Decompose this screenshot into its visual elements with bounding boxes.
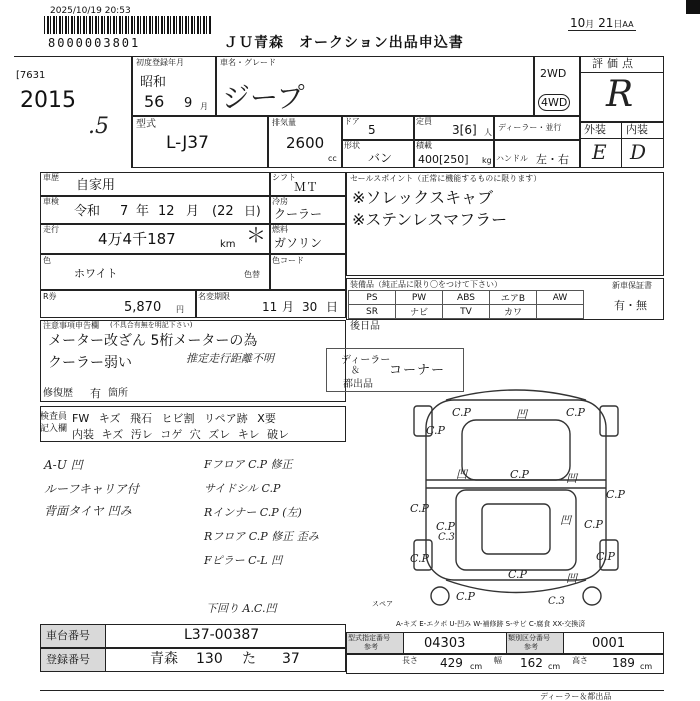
registration-label: 初度登録年月: [136, 58, 184, 67]
damage-mark: C.3: [548, 596, 565, 607]
damage-mark: C.P: [426, 424, 445, 437]
interior-row-label: 内装: [72, 428, 94, 441]
interior-item: キズ: [101, 428, 124, 441]
inspection-month: 12: [158, 204, 175, 219]
damage-mark: C.P: [584, 518, 603, 531]
fuel: ガソリン: [274, 236, 323, 250]
mileage: 4万4千187: [98, 230, 176, 248]
length-label: 長さ: [402, 656, 418, 665]
sales-point-2: ※ステンレスマフラー: [352, 210, 508, 229]
damage-mark: C.P: [456, 590, 475, 603]
damage-mark: C.P: [606, 488, 625, 501]
damage-mark: C.P: [596, 550, 615, 563]
inspection-day-unit: 日): [244, 204, 261, 218]
dealer-label: ディーラー・並行: [498, 123, 562, 132]
displacement-unit: cc: [328, 154, 337, 163]
registration-era: 昭和: [140, 75, 167, 90]
mileage-label: 走行: [43, 225, 59, 234]
note-handwritten: 推定走行距離不明: [186, 352, 274, 365]
capacity-unit: 人: [484, 128, 492, 137]
equipment-item: ABS: [443, 291, 490, 305]
color: ホワイト: [74, 267, 118, 280]
equipment-item: [537, 305, 584, 319]
inspector-label-2: 記入欄: [40, 424, 68, 434]
recycle-amount: 5,870: [124, 300, 162, 315]
reg-label: 登録番号: [46, 653, 90, 666]
registration-month-unit: 月: [200, 102, 208, 111]
width-label: 幅: [494, 656, 502, 665]
notes-sublabel: (不具合有無を明記下さい): [110, 321, 193, 329]
inspection-era: 令和: [74, 204, 101, 219]
length-unit: cm: [470, 662, 483, 671]
model-code-label: 型式指定番号: [348, 634, 390, 642]
equipment-label: 装備品（純正品に限り〇をつけて下さい）: [350, 280, 502, 289]
ac: クーラー: [274, 207, 323, 221]
equipment-item: AW: [537, 291, 584, 305]
drive-2wd: 2WD: [540, 67, 567, 80]
interior-item: コゲ: [160, 428, 183, 441]
damage-mark: C.P: [566, 406, 585, 419]
repair: 有: [90, 387, 101, 400]
bottom-text: ディーラー＆都出品: [540, 692, 612, 701]
reg-num: 37: [282, 651, 300, 667]
inspection-day: (22: [212, 204, 234, 219]
divider: [621, 122, 622, 168]
doors-label: ドア: [344, 117, 360, 126]
height-unit: cm: [640, 662, 653, 671]
model-code-ref: 参考: [364, 643, 378, 651]
damage-mark: C.3: [438, 532, 455, 543]
divider: [580, 138, 664, 139]
divider: [580, 72, 664, 73]
damage-mark: C.P: [436, 520, 455, 533]
new-warranty: 有・無: [614, 299, 647, 312]
width-unit: cm: [548, 662, 561, 671]
interior-item: キレ: [237, 428, 260, 441]
height: 189: [612, 656, 635, 670]
handwritten-note: Rインナー C.P (左): [204, 506, 302, 519]
handwritten-note: サイドシル C.P: [204, 482, 281, 495]
damage-mark: C.P: [410, 502, 429, 515]
usage-label: 車歴: [43, 173, 59, 182]
date-day-unit: 日: [613, 20, 623, 30]
repair-label: 修復歴: [43, 388, 73, 399]
sales-points-label: セールスポイント（正常に機能するものに限ります）: [350, 174, 542, 183]
damage-mark: 凹: [566, 572, 577, 585]
vehicle-name: ジープ: [222, 81, 305, 114]
equipment-item: PW: [396, 291, 443, 305]
reg-area: 青森: [150, 651, 178, 667]
stamp-line: ディーラー: [341, 355, 391, 366]
handwritten-note: Rフロア C.P 修正 歪み: [204, 530, 319, 543]
height-label: 高さ: [572, 656, 588, 665]
registration-year: 56: [144, 92, 165, 111]
usage: 自家用: [76, 178, 116, 193]
reg-kana: た: [242, 651, 256, 667]
inspection-year: 7: [120, 204, 129, 219]
note-line-1: メーター改ざん 5桁メーターの為: [48, 333, 258, 349]
model-year: 2015: [20, 88, 76, 113]
inspection-month-unit: 月: [186, 204, 200, 219]
page-title: ＪＵ青森 オークション出品申込書: [224, 35, 464, 51]
equipment-item: SR: [349, 305, 396, 319]
stamp-line: 都出品: [343, 379, 373, 390]
interior-score: D: [630, 140, 647, 164]
type-label: 型式: [136, 119, 156, 130]
note-line-2: クーラー弱い: [48, 355, 132, 371]
interior-item: 汚レ: [130, 428, 153, 441]
ownership-day-unit: 日: [326, 300, 339, 314]
damage-mark: 凹: [560, 514, 571, 527]
repair-suffix: 箇所: [108, 388, 128, 399]
class-code: 0001: [592, 636, 626, 651]
inspector-fw-row: [72, 410, 276, 426]
notes-label: 注意事項申告欄: [43, 321, 99, 330]
date-day: 21: [598, 16, 614, 30]
color-label: 色: [43, 256, 51, 265]
load-unit: kg: [482, 156, 492, 165]
width: 162: [520, 656, 543, 670]
displacement: 2600: [286, 134, 325, 152]
handwritten-note: Fフロア C.P 修正: [204, 458, 293, 471]
fw-item: リペア跡: [204, 412, 248, 425]
handwritten-note: Fピラー C-L 凹: [204, 554, 283, 567]
registration-month: 9: [184, 96, 193, 111]
ac-label: 冷房: [272, 197, 288, 206]
evaluation-label: 評価点: [592, 57, 637, 70]
shift: ＭＴ: [294, 180, 319, 194]
mileage-mark: ＊: [246, 223, 266, 247]
shift-label: シフト: [272, 173, 296, 182]
aftermarket-label: 後日品: [350, 321, 380, 332]
equipment-table: [348, 290, 584, 319]
equipment-item: カワ: [490, 305, 537, 319]
stamp-line: コーナー: [389, 363, 446, 378]
chassis: L37-00387: [184, 627, 260, 643]
drive-4wd: 4WD: [538, 94, 570, 111]
handwritten-note: 下回り A.C.凹: [206, 602, 277, 615]
chassis-label: 車台番号: [46, 629, 90, 642]
interior-item: 破レ: [267, 428, 290, 441]
damage-mark: C.P: [508, 568, 527, 581]
fw-item: X要: [257, 412, 276, 425]
equipment-item: TV: [443, 305, 490, 319]
exterior-score: E: [592, 140, 607, 164]
lot-code: [7631: [16, 70, 46, 81]
damage-mark: C.P: [410, 552, 429, 565]
equipment-item: ナビ: [396, 305, 443, 319]
evaluation-score: R: [606, 74, 634, 115]
inspection-year-unit: 年: [136, 204, 150, 219]
handwritten-note: A-U 凹: [44, 458, 83, 472]
damage-mark: 凹: [566, 472, 577, 485]
vehicle-type: L-J37: [166, 133, 209, 153]
fw-item: ヒビ割: [161, 412, 195, 425]
fuel-label: 燃料: [272, 225, 288, 234]
handwritten-mark: .5: [88, 114, 109, 139]
capacity: 3[6]: [452, 123, 477, 137]
fw-label: FW: [72, 412, 90, 425]
ownership-label: 名変期限: [198, 292, 230, 301]
reg-class: 130: [196, 651, 223, 667]
sales-point-1: ※ソレックスキャブ: [352, 188, 494, 207]
usage-cell: [40, 172, 270, 196]
equipment-item: エアB: [490, 291, 537, 305]
date-month: 10: [570, 16, 586, 30]
inspector-label: 検査員: [40, 412, 68, 422]
corner-marker: [686, 0, 700, 14]
class-code-ref: 参考: [524, 643, 538, 651]
new-warranty-label: 新車保証書: [612, 281, 652, 290]
color-code-label: 色コード: [272, 256, 304, 265]
handle-label: ハンドル: [496, 154, 528, 163]
handle: 左・右: [536, 153, 569, 166]
diagram-legend: A-キズ E-エクボ U-凹み W-補修跡 S-サビ C-腐食 XX-交換済: [396, 620, 586, 628]
interior-item: ズレ: [208, 428, 231, 441]
interior-item: 穴: [189, 428, 201, 441]
capacity-label: 定員: [416, 117, 432, 126]
spare-label: スペア: [372, 600, 393, 608]
mileage-unit: km: [220, 239, 236, 250]
class-code-label: 類別区分番号: [508, 634, 550, 642]
damage-mark: C.P: [510, 468, 529, 481]
body-label: 形状: [344, 141, 360, 150]
handwritten-note: ルーフキャリア付: [44, 482, 139, 496]
damage-mark: C.P: [452, 406, 471, 419]
length: 429: [440, 656, 463, 670]
doc-number: 8000003801: [48, 36, 141, 50]
ownership-month-unit: 月: [282, 300, 295, 314]
model-code: 04303: [424, 636, 466, 651]
ownership-day: 30: [302, 300, 318, 314]
displacement-label: 排気量: [272, 118, 296, 127]
recycle-cell: [40, 290, 196, 318]
fw-item: 飛石: [130, 412, 152, 425]
damage-mark: 凹: [456, 468, 467, 481]
vehicle-name-label: 車名・グレード: [220, 58, 276, 67]
barcode: [44, 16, 212, 34]
recycle-label: R券: [43, 292, 57, 301]
date-suffix: AA: [622, 20, 634, 29]
damage-mark: 凹: [516, 408, 527, 421]
color-change-label: 色替: [244, 270, 260, 279]
date-month-unit: 月: [585, 20, 595, 30]
equipment-item: PS: [349, 291, 396, 305]
stamp-line: ＆: [351, 366, 361, 376]
load: 400[250]: [418, 153, 469, 166]
ownership-month: 11: [262, 300, 278, 314]
exterior-label: 外装: [584, 123, 606, 136]
header-date: [568, 16, 636, 31]
inspection-label: 車検: [43, 197, 59, 206]
inspector-interior-row: [72, 426, 289, 442]
fw-item: キズ: [98, 412, 121, 425]
recycle-amount-unit: 円: [176, 305, 184, 314]
doors: 5: [368, 123, 376, 137]
print-timestamp: 2025/10/19 20:53: [50, 6, 131, 16]
interior-label: 内装: [626, 123, 648, 136]
handwritten-note: 背面タイヤ 凹み: [44, 504, 132, 518]
body-type: バン: [368, 151, 393, 165]
load-label: 積載: [416, 141, 432, 150]
